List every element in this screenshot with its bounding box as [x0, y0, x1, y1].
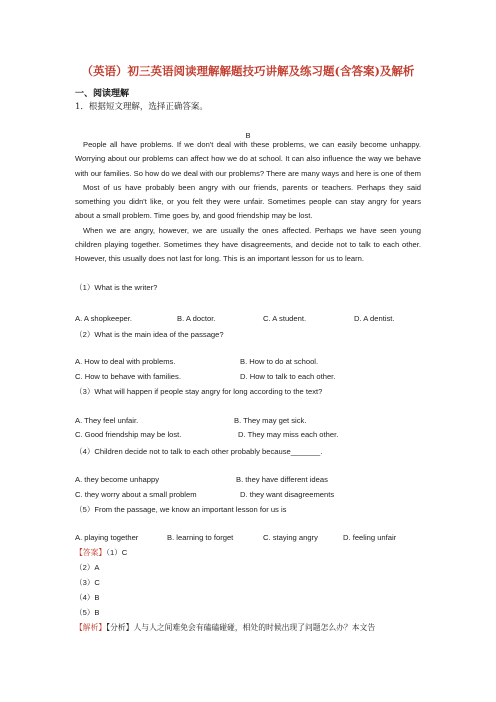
analysis-label: 【解析】 [75, 623, 107, 632]
question-stem: （1）What is the writer? [75, 283, 158, 292]
option-a: A. they become unhappy [75, 475, 160, 484]
passage-paragraph: Most of us have probably been angry with our friends, parents or teachers. Perhaps they said something you didn't like, or you felt they were unfair. Sometimes people can stay angry for years about a small problem. Time goes by, and good friendship may be lost. [75, 182, 421, 221]
answer-item: （3）C [75, 578, 100, 587]
answer-block [75, 547, 127, 558]
option-a: A. playing together [75, 533, 139, 542]
option-c: C. staying angry [263, 533, 318, 542]
passage-paragraph: When we are angry, however, we are usually the ones affected. Perhaps we have seen young children playing together. Sometimes they have disagreements, and decide not to talk to each other. However, this usually does not last for long. This is an important lesson for us to learn. [75, 225, 421, 264]
analysis-text: 【分析】人与人之间难免会有磕磕碰碰，相处的时候出现了问题怎么办？本文告 [106, 623, 376, 632]
passage-paragraph: People all have problems. If we don't deal with these problems, we can easily become unhappy. Worrying about our problems can affect how we do at school. It can also influence the way we behave with our families. So how do we deal with our problems? There are many ways and here is one of them [75, 140, 421, 178]
option-b: B. A doctor. [177, 314, 216, 323]
answer-item: （4）B [75, 593, 100, 602]
option-b: B. they have different ideas [236, 475, 328, 484]
option-d: D. How to talk to each other. [240, 372, 336, 381]
option-c: C. How to behave with families. [75, 372, 181, 381]
option-a: A. They feel unfair. [75, 416, 139, 425]
answer-label: 【答案】 [75, 548, 107, 557]
passage-label: B [245, 131, 251, 140]
answer-item: （5）B [75, 608, 100, 617]
section-heading: 一、阅读理解 [75, 89, 130, 99]
option-c: C. they worry about a small problem [75, 490, 197, 499]
option-c: C. Good friendship may be lost. [75, 430, 182, 439]
question-stem: （2）What is the main idea of the passage? [75, 330, 224, 339]
answer-item: （1）C [106, 548, 128, 557]
passage-body [75, 138, 421, 267]
option-d: D. A dentist. [354, 314, 395, 323]
question-stem: （3）What will happen if people stay angry for long according to the text? [75, 387, 323, 396]
document-title: （英语）初三英语阅读理解解题技巧讲解及练习题(含答案)及解析 [81, 64, 415, 78]
option-a: A. A shopkeeper. [75, 314, 132, 323]
option-a: A. How to deal with problems. [75, 357, 176, 366]
question-stem: （5）From the passage, we know an important lesson for us is [75, 505, 287, 514]
answer-item: （2）A [75, 563, 100, 572]
analysis-block [75, 622, 375, 633]
instruction-text: 1．根据短文理解，选择正确答案。 [75, 102, 208, 112]
option-b: B. They may get sick. [234, 416, 307, 425]
option-d: D. they want disagreements [240, 490, 335, 499]
option-b: B. How to do at school. [240, 357, 319, 366]
option-b: B. learning to forget [167, 533, 234, 542]
option-c: C. A student. [263, 314, 307, 323]
question-stem: （4）Children decide not to talk to each other probably because_______. [75, 447, 323, 456]
option-d: D. feeling unfair [343, 533, 397, 542]
option-d: D. They may miss each other. [238, 430, 339, 439]
